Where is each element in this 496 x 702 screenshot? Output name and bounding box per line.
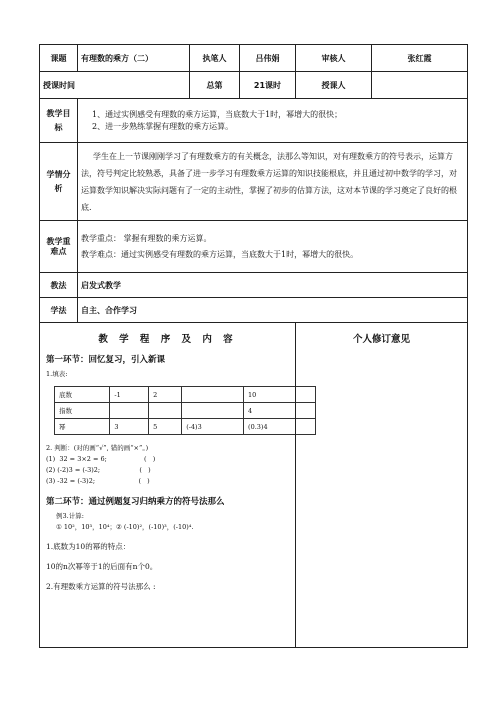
- teacher-label: 授课人: [296, 72, 372, 99]
- point1-text: 10的n次幂等于1的后面有n个0。: [46, 562, 158, 571]
- goal-item: 2、进一步熟练掌握有理数的乘方运算。: [92, 121, 234, 131]
- revision-column: [296, 323, 468, 648]
- analysis-label: 学情分析: [40, 143, 78, 221]
- reviewer-label: 审核人: [296, 45, 372, 72]
- fill-cell: 2: [149, 387, 182, 403]
- title-value: 有理数的乘方（二）: [78, 45, 190, 72]
- fill-label: 1.填表:: [46, 370, 68, 378]
- fill-cell: (0.3)4: [244, 419, 316, 435]
- fill-cell: 4: [244, 403, 316, 419]
- fill-cell: [182, 387, 244, 403]
- fill-cell: 3: [110, 419, 149, 435]
- focus-text: 教学重点： 掌握有理数的乘方运算。: [81, 233, 212, 243]
- goals-label: 教学目标: [40, 99, 78, 143]
- keypoints-label: 教学重难点: [40, 221, 78, 273]
- method-value: 启发式教学: [78, 273, 468, 298]
- fill-table: [54, 386, 316, 435]
- fill-cell: 指数: [55, 403, 110, 419]
- point2-heading: 2.有理数乘方运算的符号法那么 :: [46, 582, 156, 591]
- fill-cell: 5: [149, 419, 182, 435]
- fill-cell: -1: [110, 387, 149, 403]
- period-value: 21课时: [240, 72, 296, 99]
- goal-item: 1、通过实例感受有理数的乘方运算，当底数大于1时，幂增大的很快；: [92, 109, 343, 119]
- judge-item: (1) 32 = 3×2 = 6; ( ): [46, 455, 156, 463]
- fill-cell: 底数: [55, 387, 110, 403]
- fill-cell: [182, 403, 244, 419]
- study-label: 学法: [40, 298, 78, 323]
- judge-item: (3) -32 = (-3)2; ( ): [46, 477, 150, 485]
- reviewer-value: 张红霞: [372, 45, 468, 72]
- fill-cell: 10: [244, 387, 316, 403]
- revision-title: 个人修订意见: [352, 334, 410, 345]
- example-label: 例3.计算:: [56, 512, 84, 520]
- fill-cell: (-4)3: [182, 419, 244, 435]
- procedure-content: [40, 323, 296, 648]
- author-label: 执笔人: [190, 45, 240, 72]
- section1-heading: 第一环节：回忆复习，引入新课: [46, 355, 166, 365]
- fill-cell: [110, 403, 149, 419]
- judge-title: 2. 判断：(对的画“√”, 错的画“×”。): [46, 444, 149, 452]
- example-items: ① 10²，10³，10⁴；② (-10)²，(-10)³，(-10)⁴.: [56, 523, 194, 531]
- method-label: 教法: [40, 273, 78, 298]
- study-value: 自主、合作学习: [78, 298, 468, 323]
- judge-item: (2) (-2)3 = (-3)2; ( ): [46, 466, 151, 474]
- difficulty-text: 教学难点：通过实例感受有理数的乘方运算，当底数大于1时，幂增大的很快。: [81, 249, 359, 259]
- period-label: 总第: [190, 72, 240, 99]
- lesson-plan-sheet: [39, 44, 467, 648]
- section2-heading: 第二环节：通过例题复习归纳乘方的符号法那么: [46, 497, 225, 507]
- analysis-text: 学生在上一节课刚刚学习了有理数乘方的有关概念，法那么等知识，对有理数乘方的符号表示，运算方法，符号判定比较熟悉，具备了进一步学习有理数乘方运算的知识技能根底，并且通过初中数学的学习，对运算数学知识解决实际问题有了一定的主动性，掌握了初步的估算方法，这对本节课的学习奠定了良好的根底.: [78, 143, 468, 221]
- title-label: 课题: [40, 45, 78, 72]
- author-value: 吕伟娟: [240, 45, 296, 72]
- procedure-title: 教 学 程 序 及 内 容: [98, 334, 237, 345]
- time-label: 授课时间: [40, 72, 190, 99]
- fill-cell: 幂: [55, 419, 110, 435]
- lesson-plan-table: [39, 44, 468, 648]
- point1-heading: 1.底数为10的幂的特点：: [46, 542, 131, 551]
- teacher-value: [372, 72, 468, 99]
- fill-cell: [149, 403, 182, 419]
